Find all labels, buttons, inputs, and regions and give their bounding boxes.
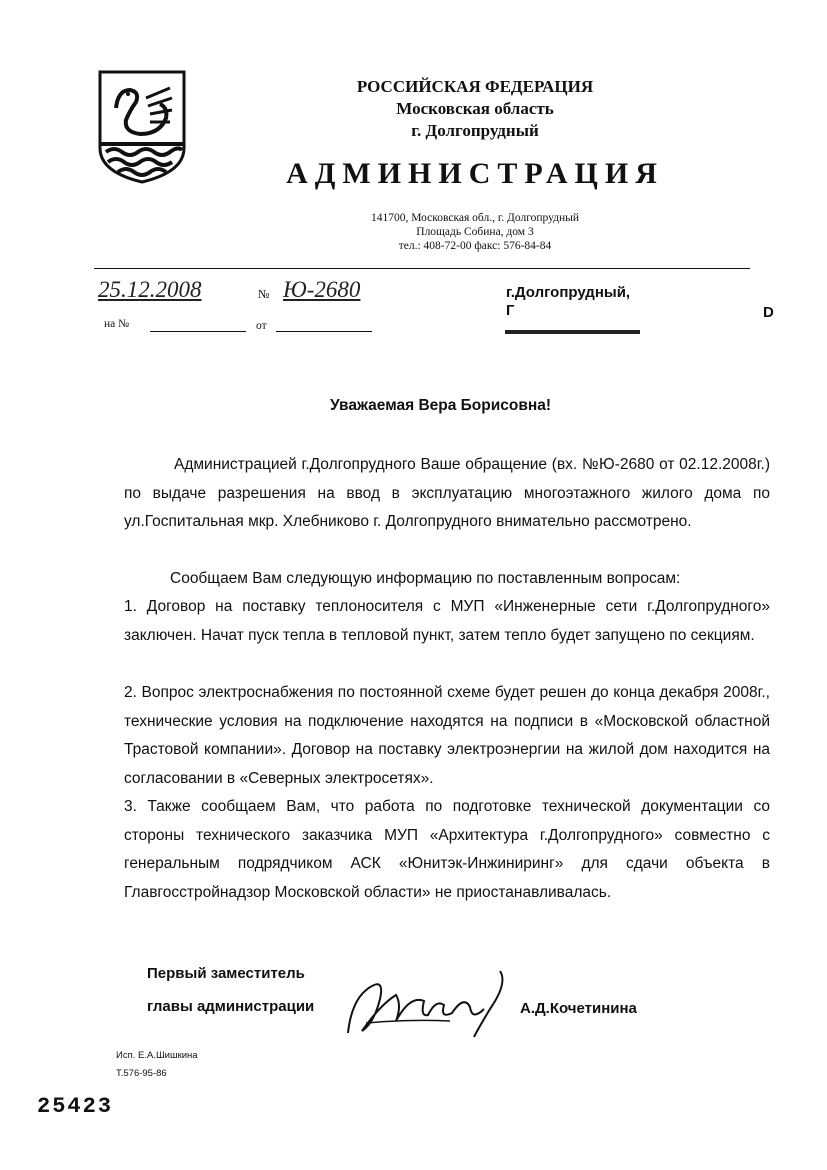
stamp-number: 25423: [37, 1094, 114, 1119]
address-line-2: Площадь Собина, дом 3: [416, 226, 534, 238]
executor-phone: Т.576-95-86: [116, 1068, 167, 1079]
header-divider: [94, 268, 750, 269]
ref-number: Ю-2680: [283, 277, 361, 302]
paragraph-item-3: 3. Также сообщаем Вам, что работа по подготовке технической документации со стороны технического заказчика МУП «Архитектура г.Долгопрудного» совместно с генеральным подрядчиком АСК «Юнитэк-Инжиниринг» для сдачи объекта в Главгосстройнадзор Московской области» не приостанавливалась.: [124, 798, 770, 901]
header-title: АДМИНИСТРАЦИЯ: [286, 157, 664, 190]
paragraph-item-1: 1. Договор на поставку теплоносителя с МУП «Инженерные сети г.Долгопрудного» заключен. Начат пуск тепла в тепловой пункт, затем тепло будет запущено по секциям.: [124, 598, 770, 644]
address-line-1: 141700, Московская обл., г. Долгопрудный: [370, 212, 580, 224]
ref-date: 25.12.2008: [98, 277, 202, 302]
handwritten-signature: [340, 965, 520, 1045]
header-region: Московская область: [396, 99, 554, 118]
coat-of-arms: [96, 68, 188, 186]
header-city: г. Долгопрудный: [411, 121, 539, 140]
signer-position-2: главы администрации: [147, 998, 315, 1015]
ref-ot-line: [276, 331, 372, 332]
recipient-city: г.Долгопрудный,: [506, 284, 631, 301]
paragraph-item-2: 2. Вопрос электроснабжения по постоянной схеме будет решен до конца декабря 2008г., технические условия на подключение находятся на подписи в «Московской областной Трастовой компании». Договор на поставку электроэнергии на жилой дом находится на согласовании в «Северных электросетях».: [124, 684, 770, 787]
ref-ot-label: от: [256, 320, 267, 332]
executor-name: Исп. Е.А.Шишкина: [116, 1050, 198, 1061]
recipient-line-2: Г: [506, 302, 515, 319]
ref-na-label: на №: [104, 318, 130, 330]
address-line-3: тел.: 408-72-00 факс: 576-84-84: [398, 240, 552, 252]
signer-position-1: Первый заместитель: [147, 965, 305, 982]
recipient-cut-line: [505, 330, 640, 334]
ref-number-sign: №: [258, 287, 270, 301]
recipient-line-2-right: D: [763, 304, 774, 321]
header-country: РОССИЙСКАЯ ФЕДЕРАЦИЯ: [356, 77, 594, 96]
paragraph-info: Сообщаем Вам следующую информацию по поставленным вопросам:: [170, 570, 681, 587]
paragraph-intro: Администрацией г.Долгопрудного Ваше обращение (вх. №Ю-2680 от 02.12.2008г.) по выдаче разрешения на ввод в эксплуатацию многоэтажного жилого дома по ул.Госпитальная мкр. Хлебниково г. Долгопрудного внимательно рассмотрено.: [124, 456, 770, 530]
salutation: Уважаемая Вера Борисовна!: [330, 397, 552, 414]
ref-na-line: [150, 331, 246, 332]
signer-name: А.Д.Кочетинина: [520, 1000, 637, 1017]
